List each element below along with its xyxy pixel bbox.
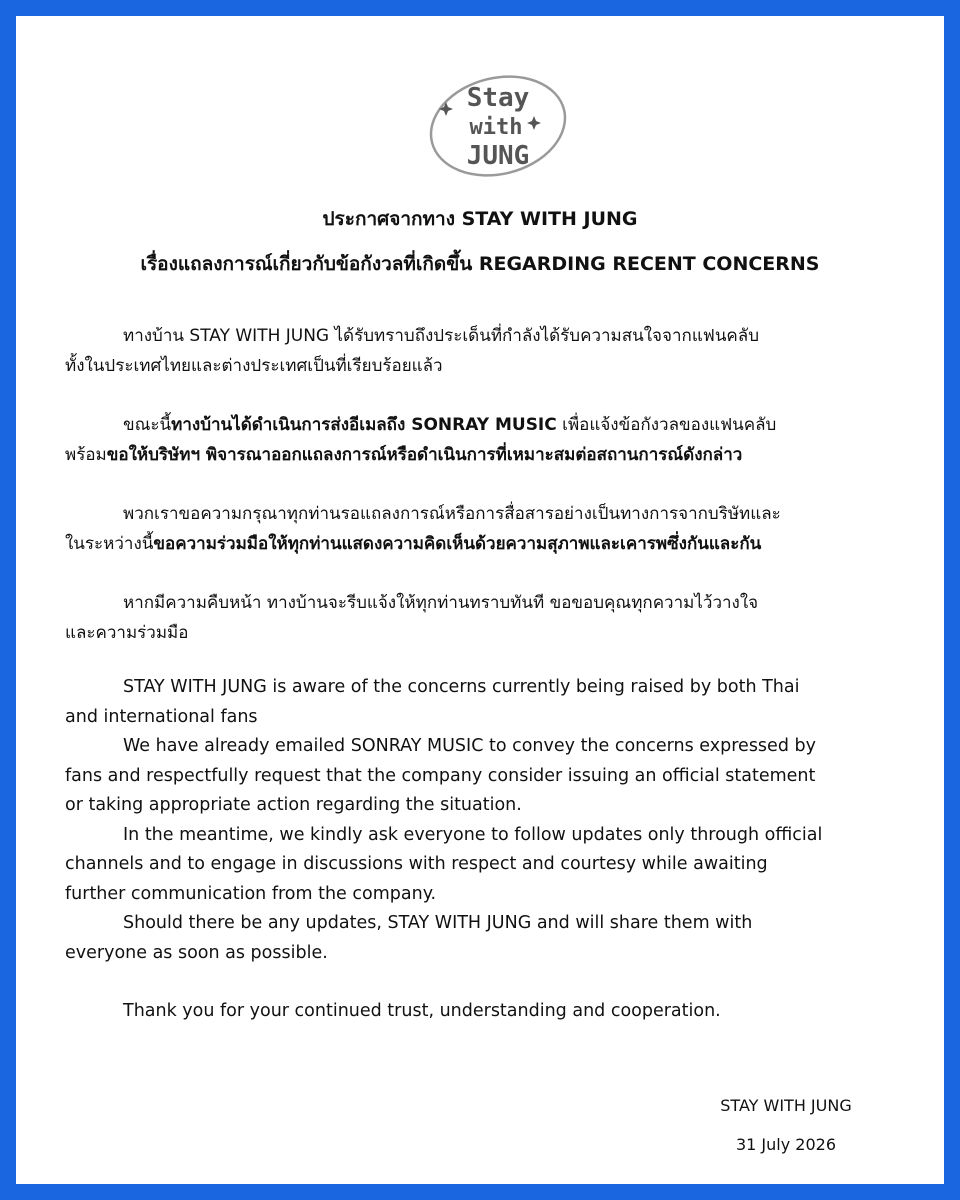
thai-p4-line-1: หากมีความคืบหน้า ทางบ้านจะรีบแจ้งให้ทุกท่านทราบทันที ขอขอบคุณทุกความไว้วางใจ bbox=[123, 593, 759, 613]
english-line-3: We have already emailed SONRAY MUSIC to convey the concerns expressed by bbox=[123, 736, 816, 756]
english-line-2: and international fans bbox=[65, 706, 258, 727]
thai-p2-line-1-bold: ทางบ้านได้ดำเนินการส่งอีเมลถึง SONRAY MUSIC bbox=[171, 415, 557, 435]
thai-paragraph-3 bbox=[65, 499, 915, 559]
signature-date: 31 July 2026 bbox=[735, 1135, 837, 1154]
signature-name: STAY WITH JUNG bbox=[720, 1096, 852, 1115]
logo-text-with: with bbox=[469, 115, 523, 140]
thai-paragraph-2 bbox=[65, 410, 915, 470]
english-statement bbox=[65, 673, 915, 968]
thai-p1-line-1: ทางบ้าน STAY WITH JUNG ได้รับทราบถึงประเด็นที่กำลังได้รับความสนใจจากแฟนคลับ bbox=[123, 326, 760, 346]
thai-p2-line-1 bbox=[65, 410, 915, 440]
english-thanks-line: Thank you for your continued trust, understanding and cooperation. bbox=[123, 1001, 721, 1021]
logo-text-stay: Stay bbox=[466, 83, 530, 113]
thai-p2-line-2 bbox=[65, 440, 915, 470]
thai-p3-line-2 bbox=[65, 529, 915, 559]
thai-p4-line-2: และความร่วมมือ bbox=[65, 623, 189, 643]
english-line-1: STAY WITH JUNG is aware of the concerns currently being raised by both Thai bbox=[123, 677, 800, 697]
thai-p1-line-2: ทั้งในประเทศไทยและต่างประเทศเป็นที่เรียบร้อยแล้ว bbox=[65, 356, 443, 376]
thai-paragraph-1 bbox=[65, 321, 915, 381]
english-line-9: Should there be any updates, STAY WITH JUNG and will share them with bbox=[123, 913, 753, 933]
english-line-8: further communication from the company. bbox=[65, 883, 437, 904]
thai-p2-line-2-a: พร้อม bbox=[65, 445, 107, 465]
english-line-5: or taking appropriate action regarding the situation. bbox=[65, 795, 522, 815]
heading-line-2: เรื่องแถลงการณ์เกี่ยวกับข้อกังวลที่เกิดขึ้น REGARDING RECENT CONCERNS bbox=[140, 253, 820, 275]
logo-graphic bbox=[424, 72, 572, 180]
english-line-4: fans and respectfully request that the company consider issuing an official statement bbox=[65, 765, 816, 786]
english-line-7: channels and to engage in discussions with respect and courtesy while awaiting bbox=[65, 854, 768, 874]
english-line-10: everyone as soon as possible. bbox=[65, 942, 328, 963]
english-thanks bbox=[65, 997, 915, 1027]
heading-line-1: ประกาศจากทาง STAY WITH JUNG bbox=[322, 208, 638, 230]
thai-p3-line-2-bold: ขอความร่วมมือให้ทุกท่านแสดงความคิดเห็นด้วยความสุภาพและเคารพซึ่งกันและกัน bbox=[153, 534, 762, 554]
thai-p2-line-1-a: ขณะนี้ bbox=[123, 415, 172, 435]
thai-p2-line-1-c: เพื่อแจ้งข้อกังวลของแฟนคลับ bbox=[556, 415, 777, 435]
stay-with-jung-logo bbox=[424, 72, 572, 180]
thai-p3-line-2-a: ในระหว่างนี้ bbox=[65, 534, 154, 554]
english-line-6: In the meantime, we kindly ask everyone to follow updates only through official bbox=[123, 824, 823, 845]
thai-paragraph-4 bbox=[65, 588, 915, 648]
thai-p3-line-1: พวกเราขอความกรุณาทุกท่านรอแถลงการณ์หรือการสื่อสารอย่างเป็นทางการจากบริษัทและ bbox=[123, 504, 781, 524]
thai-p2-line-2-bold: ขอให้บริษัทฯ พิจารณาออกแถลงการณ์หรือดำเนินการที่เหมาะสมต่อสถานการณ์ดังกล่าว bbox=[106, 445, 743, 465]
logo-text-jung: JUNG bbox=[466, 141, 530, 171]
